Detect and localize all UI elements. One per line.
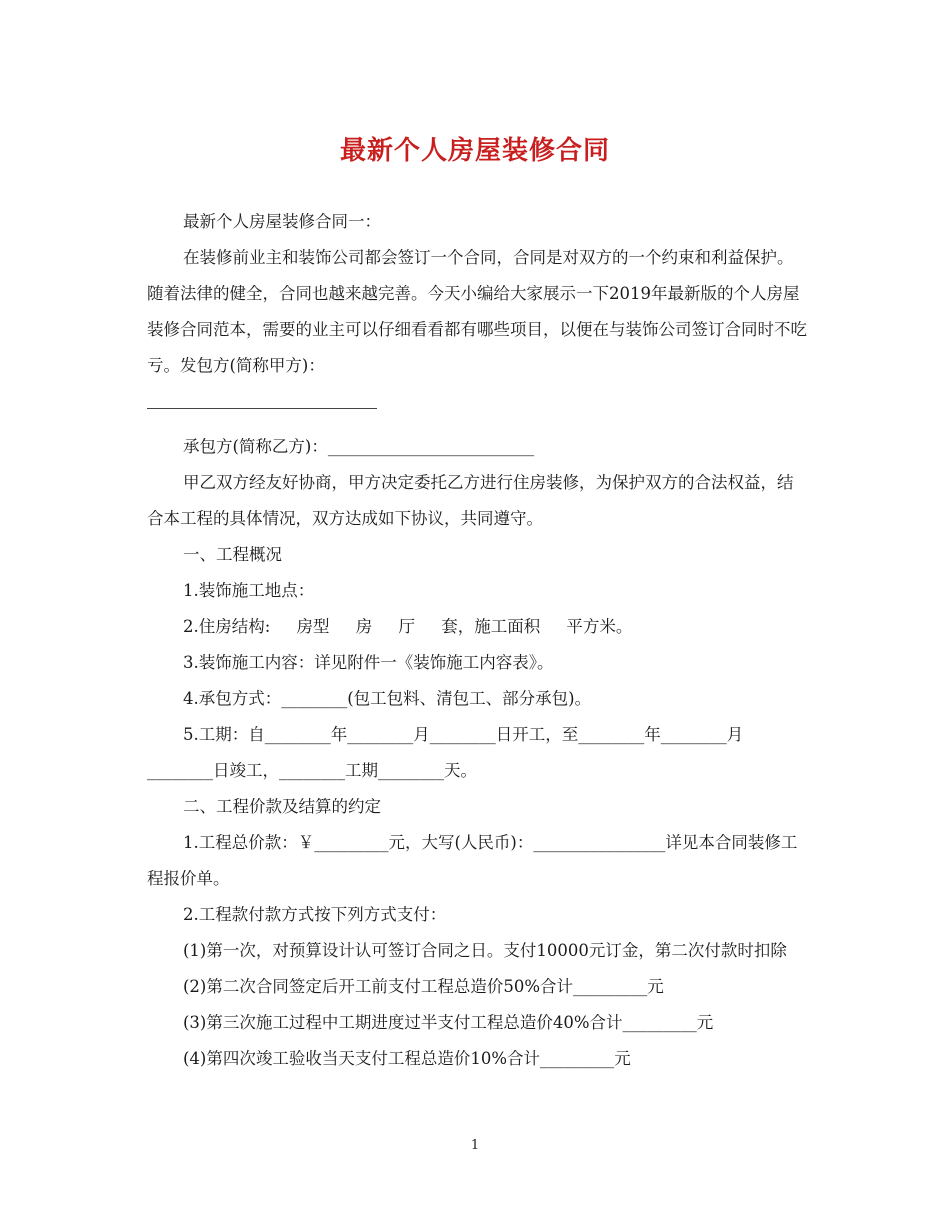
party-b-line: 承包方(简称乙方)：_________________________: [183, 437, 535, 456]
item-1-1: 1.装饰施工地点：: [183, 581, 315, 600]
item-2-1: 1.工程总价款：￥_________元，大写(人民币)：________________详见本合同装修工程报价单。: [147, 833, 798, 888]
section-2-heading: 二、工程价款及结算的约定: [183, 797, 381, 816]
section-1-heading: 一、工程概况: [183, 545, 282, 564]
payment-4: (4)第四次竣工验收当天支付工程总造价10%合计_________元: [183, 1049, 631, 1068]
document-title: 最新个人房屋装修合同: [339, 136, 610, 166]
item-2-2: 2.工程款付款方式按下列方式支付：: [183, 905, 447, 924]
item-1-5: 5.工期：自________年________月________日开工，至________年________月________日竣工，________工期________天。: [147, 725, 744, 780]
heading: 最新个人房屋装修合同一：: [183, 212, 381, 231]
item-1-3: 3.装饰施工内容：详见附件一《装饰施工内容表》。: [183, 653, 554, 672]
payment-1: (1)第一次，对预算设计认可签订合同之日。支付10000元订金，第二次付款时扣除: [183, 941, 787, 960]
intro-paragraph: 在装修前业主和装饰公司都会签订一个合同，合同是对双方的一个约束和利益保护。随着法律的健全，合同也越来越完善。今天小编给大家展示一下2019年最新版的个人房屋装修合同范本，需要的业主可以仔细看看都有哪些项目，以便在与装饰公司签订合同时不吃亏。发包方(简称甲方)：: [147, 248, 807, 375]
payment-3: (3)第三次施工过程中工期进度过半支付工程总造价40%合计_________元: [183, 1013, 714, 1032]
item-1-2: 2.住房结构: 房型 房 厅 套，施工面积 平方米。: [183, 617, 633, 636]
party-a-blank-line: [147, 408, 377, 409]
item-1-4: 4.承包方式：________(包工包料、清包工、部分承包)。: [183, 689, 592, 708]
agreement-paragraph: 甲乙双方经友好协商，甲方决定委托乙方进行住房装修，为保护双方的合法权益，结合本工程的具体情况，双方达成如下协议，共同遵守。: [147, 473, 794, 528]
document-body: [147, 204, 807, 1077]
page-number: 1: [470, 1138, 480, 1153]
payment-2: (2)第二次合同签定后开工前支付工程总造价50%合计_________元: [183, 977, 664, 996]
